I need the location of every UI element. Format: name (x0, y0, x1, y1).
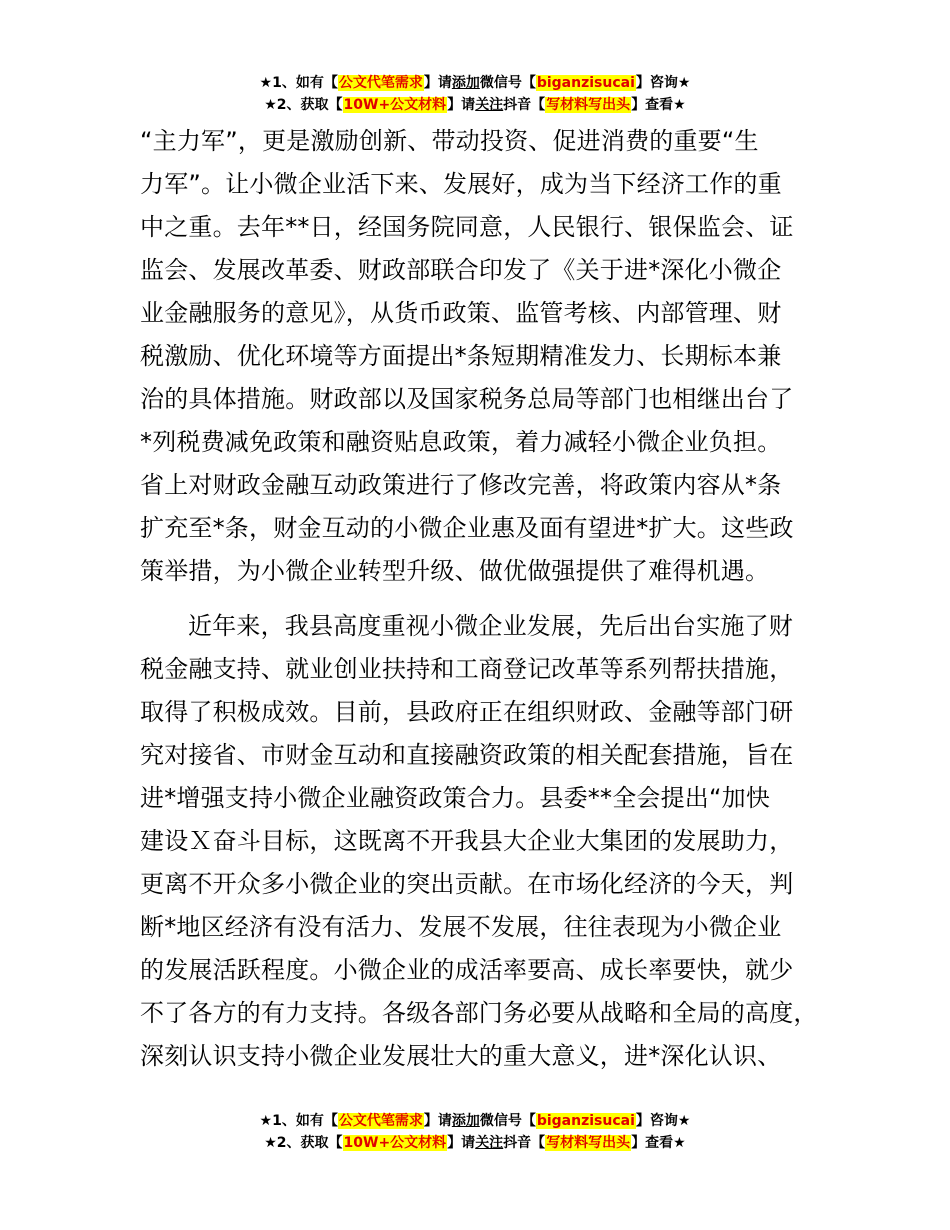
banner-text: 】查看★ (631, 1135, 686, 1151)
text-line: 深刻认识支持小微企业发展壮大的重大意义，进*深化认识、 (140, 1042, 782, 1070)
header-banner (0, 72, 950, 116)
text-line: 近年来，我县高度重视小微企业发展，先后出台实施了财 (188, 612, 793, 640)
highlight-materials: 10W+公文材料 (343, 97, 447, 113)
banner-text: 微信号【 (479, 1113, 536, 1129)
banner-text: 微信号【 (479, 75, 536, 91)
banner-line-1 (0, 72, 950, 94)
text-line: 税激励、优化环境等方面提出*条短期精准发力、长期标本兼 (140, 342, 782, 370)
text-line: 更离不开众多小微企业的突出贡献。在市场化经济的今天，判 (140, 870, 794, 898)
text-line: 省上对财政金融互动政策进行了修改完善，将政策内容从*条 (140, 471, 782, 499)
banner-text: 】请 (447, 1135, 476, 1151)
highlight-service: 公文代笔需求 (338, 75, 423, 91)
text-line: 业金融服务的意见》，从货币政策、监管考核、内部管理、财 (140, 299, 782, 327)
banner-text: ★2、获取【 (264, 1135, 343, 1151)
text-line: 扩充至*条，财金互动的小微企业惠及面有望进*扩大。这些政 (140, 514, 794, 542)
paragraph-gap (140, 593, 840, 605)
text-line: 治的具体措施。财政部以及国家税务总局等部门也相继出台了 (140, 385, 794, 413)
banner-line-2 (0, 1132, 950, 1154)
paragraph-2 (140, 605, 840, 1078)
text-line: *列税费减免政策和融资贴息政策，着力减轻小微企业负担。 (140, 428, 782, 456)
footer-banner (0, 1110, 950, 1154)
banner-text: ★1、如有【 (259, 1113, 338, 1129)
text-line: 税金融支持、就业创业扶持和工商登记改革等系列帮扶措施， (140, 655, 794, 683)
banner-text: 添加 (451, 1113, 480, 1129)
text-line: 进*增强支持小微企业融资政策合力。县委**全会提出“加快 (140, 784, 771, 812)
document-body (140, 120, 840, 1078)
banner-text: ★1、如有【 (259, 75, 338, 91)
text-line: 策举措，为小微企业转型升级、做优做强提供了难得机遇。 (140, 557, 770, 585)
banner-text: 】请 (423, 1113, 452, 1129)
text-line: 监会、发展改革委、财政部联合印发了《关于进*深化小微企 (140, 256, 782, 284)
highlight-douyin-account: 写材料写出头 (546, 97, 631, 113)
banner-text: 】查看★ (631, 97, 686, 113)
banner-text: 关注 (475, 97, 504, 113)
highlight-douyin-account: 写材料写出头 (546, 1135, 631, 1151)
text-line: 的发展活跃程度。小微企业的成活率要高、成长率要快，就少 (140, 956, 794, 984)
banner-text: 】咨询★ (635, 1113, 691, 1129)
text-line: 建设Ｘ奋斗目标，这既离不开我县大企业大集团的发展助力， (140, 827, 794, 855)
highlight-materials: 10W+公文材料 (343, 1135, 447, 1151)
text-line: 取得了积极成效。目前，县政府正在组织财政、金融等部门研 (140, 698, 794, 726)
banner-text: 抖音【 (503, 1135, 546, 1151)
banner-line-2 (0, 94, 950, 116)
text-line: 不了各方的有力支持。各级各部门务必要从战略和全局的高度， (140, 999, 818, 1027)
banner-text: 关注 (475, 1135, 504, 1151)
highlight-wechat-id: biganzisucai (536, 75, 635, 91)
banner-text: ★2、获取【 (264, 97, 343, 113)
text-line: 断*地区经济有没有活力、发展不发展，往往表现为小微企业 (140, 913, 782, 941)
banner-text: 】请 (447, 97, 476, 113)
highlight-wechat-id: biganzisucai (536, 1113, 635, 1129)
banner-text: 添加 (451, 75, 480, 91)
banner-text: 】咨询★ (635, 75, 691, 91)
highlight-service: 公文代笔需求 (338, 1113, 423, 1129)
text-line: 力军”。让小微企业活下来、发展好，成为当下经济工作的重 (140, 170, 782, 198)
banner-text: 抖音【 (503, 97, 546, 113)
text-line: 中之重。去年**日，经国务院同意，人民银行、银保监会、证 (140, 213, 794, 241)
banner-text: 】请 (423, 75, 452, 91)
banner-line-1 (0, 1110, 950, 1132)
text-line: “主力军”，更是激励创新、带动投资、促进消费的重要“生 (140, 127, 759, 155)
text-line: 究对接省、市财金互动和直接融资政策的相关配套措施，旨在 (140, 741, 794, 769)
paragraph-1 (140, 120, 840, 593)
